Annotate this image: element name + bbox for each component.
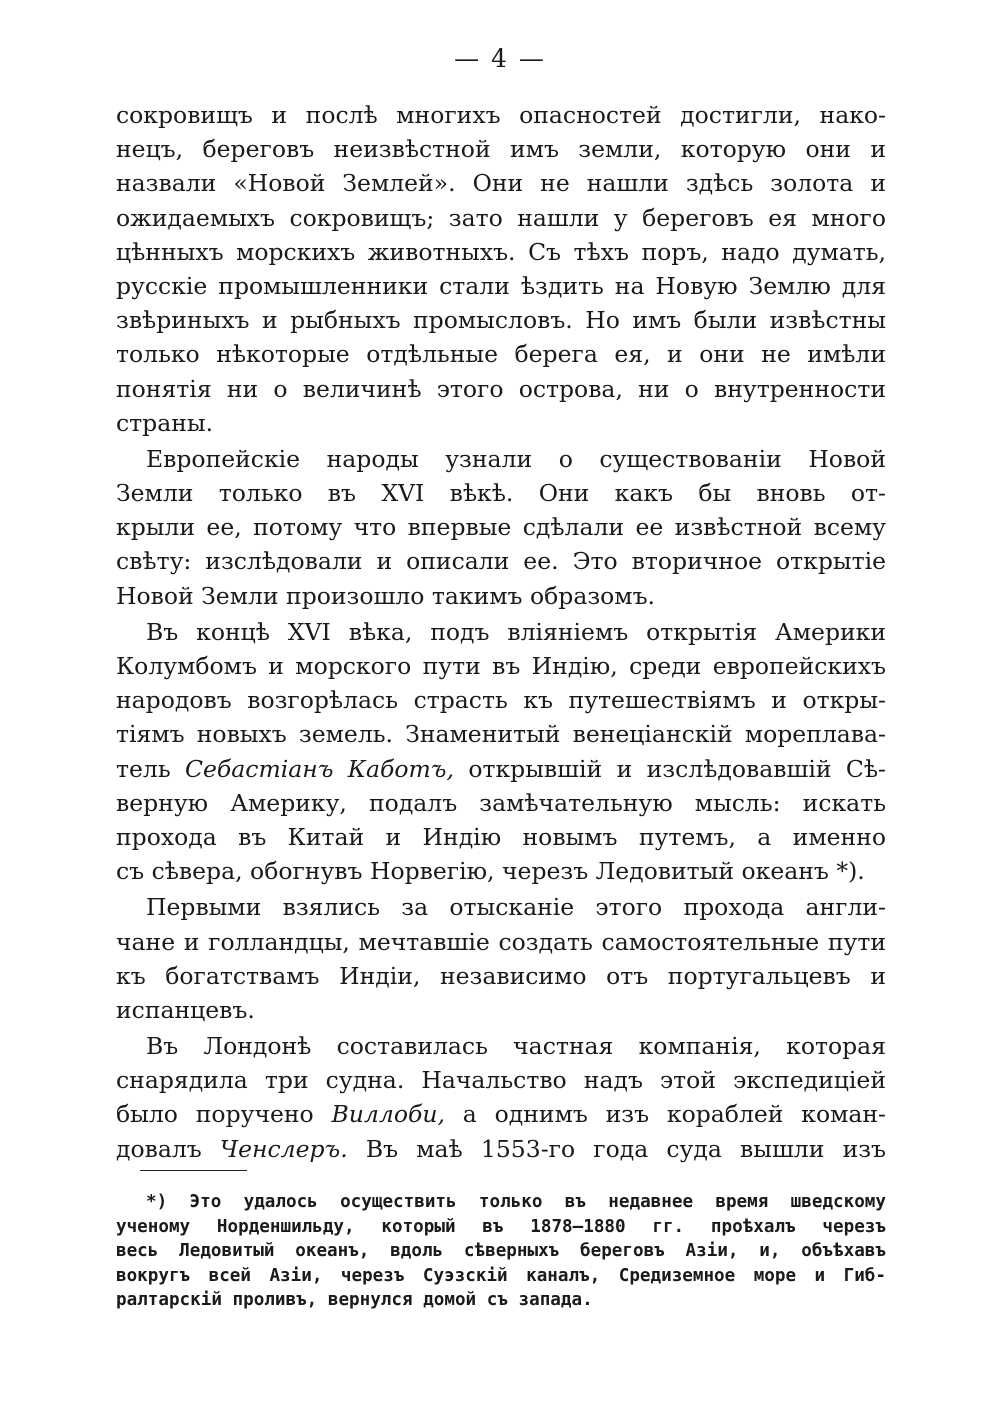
text-line: понятія ни о величинѣ этого острова, ни о внутренности xyxy=(116,374,886,403)
paragraph-2 xyxy=(116,442,886,613)
text-fragment: Въ маѣ 1553-го года суда вышли изъ xyxy=(347,1134,886,1163)
text-fragment: было поручено xyxy=(116,1100,332,1129)
text-line: испанцевъ. xyxy=(116,995,255,1024)
person-name-cabot: Себастіанъ Каботъ, xyxy=(185,754,454,783)
text-line: только нѣкоторые отдѣльные берега ея, и они не имѣли xyxy=(116,340,886,369)
text-line: народовъ возгорѣлась страсть къ путешествіямъ и откры- xyxy=(116,686,886,715)
text-line: крыли ее, потому что впервые сдѣлали ее извѣстной всему xyxy=(116,513,886,542)
text-line: Колумбомъ и морского пути въ Индію, среди европейскихъ xyxy=(116,652,886,680)
text-fragment: открывшій и изслѣдовавшій Сѣ- xyxy=(453,754,886,783)
text-fragment: тель xyxy=(116,754,186,783)
text-line: съ сѣвера, обогнувъ Норвегію, черезъ Ледовитый океанъ *). xyxy=(116,857,865,886)
paragraph-4 xyxy=(116,890,886,1027)
paragraph-5 xyxy=(116,1029,886,1166)
text-fragment: довалъ xyxy=(116,1134,220,1163)
person-name-willoughby: Виллоби, xyxy=(331,1100,445,1129)
footnote-divider xyxy=(140,1170,247,1171)
text-line: чане и голландцы, мечтавшіе создать самостоятельные пути xyxy=(116,927,886,956)
text-line: Въ Лондонѣ составилась частная компанія, которая xyxy=(146,1032,886,1061)
paragraph-1 xyxy=(116,98,886,440)
main-text xyxy=(116,98,886,1166)
text-line: Въ концѣ XVI вѣка, подъ вліяніемъ открытія Америки xyxy=(146,617,886,646)
text-line: тіямъ новыхъ земель. Знаменитый венеціанскій мореплава- xyxy=(116,720,886,749)
text-line xyxy=(116,752,886,786)
footnote xyxy=(116,1190,886,1313)
footnote-line: весь Ледовитый океанъ, вдоль сѣверныхъ береговъ Азіи, и, объѣхавъ xyxy=(116,1241,886,1262)
page-number: — 4 — xyxy=(454,44,546,73)
text-line: прохода въ Китай и Индію новымъ путемъ, а именно xyxy=(116,822,886,851)
footnote-line: вокругъ всей Азіи, черезъ Суэзскій каналъ, Средиземное море и Гиб- xyxy=(116,1265,886,1286)
footnote-line: ученому Норденшильду, который въ 1878—1880 гг. проѣхалъ черезъ xyxy=(116,1216,886,1237)
paragraph-3 xyxy=(116,615,886,889)
text-line xyxy=(116,1132,886,1166)
footnote-line: ралтарскій проливъ, вернулся домой съ запада. xyxy=(116,1290,593,1311)
person-name-chancellor: Ченслеръ. xyxy=(219,1134,348,1163)
text-line: звѣриныхъ и рыбныхъ промысловъ. Но имъ были извѣстны xyxy=(116,306,886,335)
text-line: сокровищъ и послѣ многихъ опасностей достигли, нако- xyxy=(116,101,886,129)
text-line: Первыми взялись за отысканіе этого прохода англи- xyxy=(146,893,886,922)
text-line: Европейскіе народы узнали о существованіи Новой xyxy=(146,444,886,473)
text-line: Земли только въ XVI вѣкѣ. Они какъ бы вновь от- xyxy=(116,479,886,508)
text-line: нецъ, береговъ неизвѣстной имъ земли, которую они и xyxy=(116,135,886,164)
text-line: верную Америку, подалъ замѣчательную мысль: искать xyxy=(116,788,886,817)
text-line: снарядила три судна. Начальство надъ этой экспедиціей xyxy=(116,1066,886,1095)
text-line: назвали «Новой Землей». Они не нашли здѣсь золота и xyxy=(116,169,886,198)
text-line: русскіе промышленники стали ѣздить на Новую Землю для xyxy=(116,271,886,300)
text-line xyxy=(116,1097,886,1131)
text-line: ожидаемыхъ сокровищъ; зато нашли у береговъ ея много xyxy=(116,203,886,232)
text-line: свѣту: изслѣдовали и описали ее. Это вторичное открытіе xyxy=(116,547,886,576)
text-line: Новой Земли произошло такимъ образомъ. xyxy=(116,581,655,610)
text-line: страны. xyxy=(116,408,214,437)
text-fragment: а однимъ изъ кораблей коман- xyxy=(444,1100,886,1129)
footnote-line: *) Это удалось осуществить только въ недавнее время шведскому xyxy=(146,1192,886,1212)
text-line: къ богатствамъ Индіи, независимо отъ португальцевъ и xyxy=(116,961,886,990)
text-line: цѣнныхъ морскихъ животныхъ. Съ тѣхъ поръ, надо думать, xyxy=(116,237,886,266)
